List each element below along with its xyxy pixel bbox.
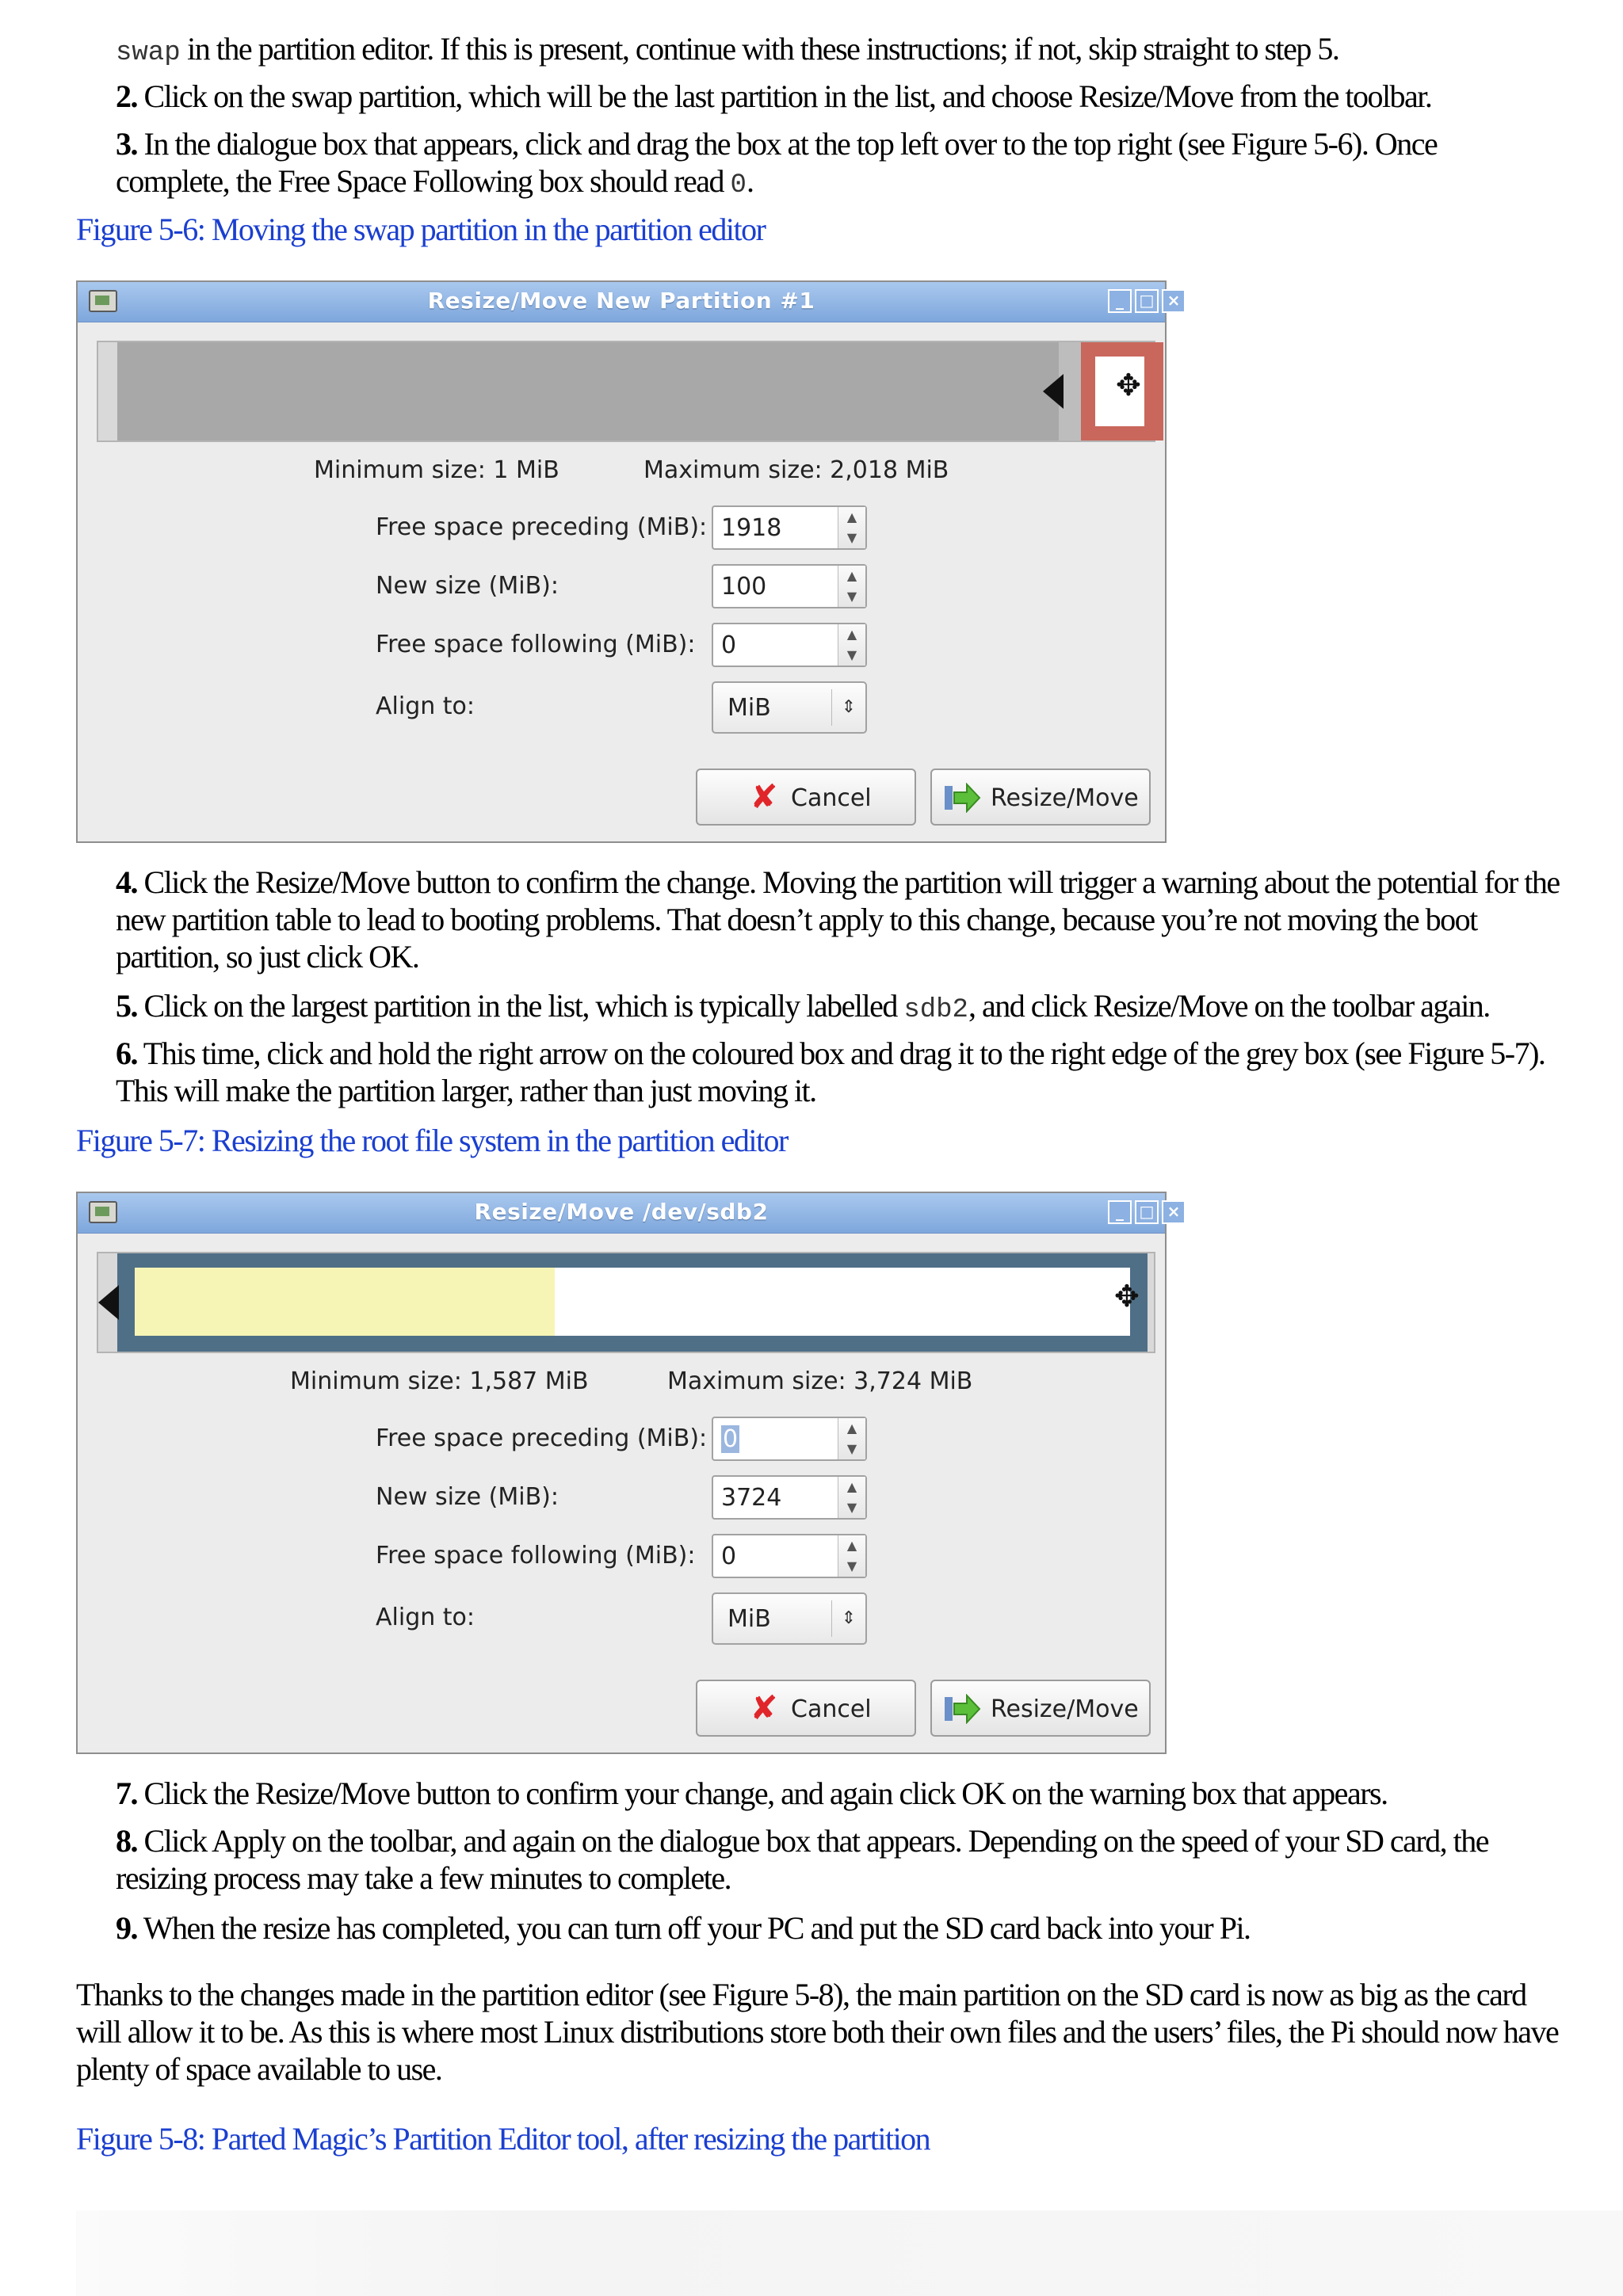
dialog-title: Resize/Move /dev/sdb2 (474, 1199, 769, 1225)
new-size-input[interactable]: 3724 ▲ ▼ (712, 1475, 867, 1520)
new-size-label: New size (MiB): (376, 572, 559, 600)
spin-arrows[interactable]: ▲ ▼ (838, 1477, 865, 1518)
maximize-icon[interactable]: □ (1135, 1200, 1159, 1224)
step-4: 4. Click the Resize/Move button to confirm the change. Moving the partition will trigger a warning about the potential for the new partition table to lead to booting problems. That doesn’t apply to this change, because you’re not moving the boot partition, so just click OK. (116, 864, 1560, 974)
cancel-button[interactable]: ✘ Cancel (696, 769, 916, 826)
move-cursor-icon: ✥ (1114, 1279, 1140, 1314)
code-swap: swap (116, 38, 181, 68)
free-space-following-input[interactable]: 0 ▲ ▼ (712, 1534, 867, 1578)
dialog-titlebar[interactable] (78, 1193, 1181, 1234)
spin-arrows[interactable]: ▲ ▼ (838, 1535, 865, 1577)
step-8: 8. Click Apply on the toolbar, and again on the dialogue box that appears. Depending on the speed of your SD card, the resizing process may take a few minutes to complete. (116, 1823, 1489, 1896)
spin-arrows[interactable]: ▲ ▼ (838, 624, 865, 666)
free-space-following-input[interactable]: 0 ▲ ▼ (712, 623, 867, 667)
spin-arrows[interactable]: ▲ ▼ (838, 566, 865, 607)
minimum-size-label: Minimum size: 1,587 MiB (290, 1367, 589, 1395)
paragraph-step1-end: swap in the partition editor. If this is present, continue with these instructions; if not, skip straight to step 5. (116, 31, 1339, 68)
partition-track (97, 341, 1155, 442)
step-2: 2. Click on the swap partition, which will be the last partition in the list, and choose Resize/Move from the toolbar. (116, 78, 1432, 114)
resize-move-button[interactable]: Resize/Move (930, 769, 1151, 826)
free-space-preceding-input[interactable]: 0 ▲ ▼ (712, 1417, 867, 1461)
resize-move-dialog-1 (76, 280, 1181, 843)
align-to-label: Align to: (376, 1604, 475, 1631)
left-resize-handle[interactable] (98, 1285, 119, 1320)
used-space-area (135, 1268, 555, 1336)
free-space-preceding-label: Free space preceding (MiB): (376, 513, 708, 541)
updown-icon: ⇕ (831, 1600, 865, 1637)
figure-caption-5-6: Figure 5-6: Moving the swap partition in the partition editor (76, 212, 766, 247)
maximum-size-label: Maximum size: 2,018 MiB (643, 456, 949, 484)
new-size-input[interactable]: 100 ▲ ▼ (712, 564, 867, 608)
free-space-preceding-input[interactable]: 1918 ▲ ▼ (712, 505, 867, 550)
updown-icon: ⇕ (831, 689, 865, 726)
minimize-icon[interactable]: _ (1108, 1200, 1132, 1224)
dialog-title: Resize/Move New Partition #1 (427, 288, 815, 314)
unused-space-area (555, 1268, 1130, 1336)
step-7: 7. Click the Resize/Move button to confirm your change, and again click OK on the warning box that appears. (116, 1775, 1388, 1811)
close-icon[interactable]: × (1162, 1200, 1186, 1224)
left-resize-handle[interactable] (1043, 374, 1064, 409)
free-space-preceding-label: Free space preceding (MiB): (376, 1425, 708, 1452)
free-space-following-label: Free space following (MiB): (376, 631, 696, 658)
minimize-icon[interactable]: _ (1108, 289, 1132, 313)
resize-move-button[interactable]: Resize/Move (930, 1680, 1151, 1737)
spin-arrows[interactable]: ▲ ▼ (838, 1418, 865, 1459)
resize-move-dialog-2 (76, 1192, 1181, 1754)
cancel-x-icon: ✘ (750, 777, 778, 816)
step-9: 9. When the resize has completed, you can turn off your PC and put the SD card back into your Pi. (116, 1910, 1251, 1946)
dialog-titlebar[interactable] (78, 282, 1181, 322)
figure-caption-5-7: Figure 5-7: Resizing the root file system in the partition editor (76, 1123, 788, 1158)
resize-arrow-icon (943, 783, 981, 813)
minimum-size-label: Minimum size: 1 MiB (314, 456, 559, 484)
align-to-select[interactable]: MiB ⇕ (712, 1592, 867, 1645)
close-icon[interactable]: × (1162, 289, 1186, 313)
cancel-button[interactable]: ✘ Cancel (696, 1680, 916, 1737)
step-5: 5. Click on the largest partition in the list, which is typically labelled sdb2, and click Resize/Move on the toolbar again. (116, 988, 1490, 1025)
partition-track (97, 1252, 1155, 1353)
step-3: 3. In the dialogue box that appears, click and drag the box at the top left over to the top right (see Figure 5-6). Once complete, the Free Space Following box should read 0. (116, 126, 1438, 200)
cancel-x-icon: ✘ (750, 1688, 778, 1727)
step-6: 6. This time, click and hold the right arrow on the coloured box and drag it to the right edge of the grey box (see Figure 5-7). This will make the partition larger, rather than just moving it. (116, 1035, 1545, 1108)
figure-5-8-placeholder (76, 2210, 1623, 2296)
resize-arrow-icon (943, 1694, 981, 1724)
closing-paragraph: Thanks to the changes made in the partition editor (see Figure 5-8), the main partition on the SD card is now as big as the card will allow it to be. As this is where most Linux distributions store both their own files and the users’ files, the Pi should now have plenty of space available to use. (76, 1977, 1559, 2087)
figure-caption-5-8: Figure 5-8: Parted Magic’s Partition Editor tool, after resizing the partition (76, 2121, 930, 2157)
maximize-icon[interactable]: □ (1135, 289, 1159, 313)
free-space-following-label: Free space following (MiB): (376, 1542, 696, 1569)
new-size-label: New size (MiB): (376, 1483, 559, 1511)
free-space-preceding-area (117, 342, 1059, 441)
partition-box[interactable] (117, 1253, 1148, 1352)
align-to-select[interactable]: MiB ⇕ (712, 681, 867, 734)
maximum-size-label: Maximum size: 3,724 MiB (667, 1367, 973, 1395)
align-to-label: Align to: (376, 692, 475, 720)
move-cursor-icon: ✥ (1116, 368, 1141, 402)
spin-arrows[interactable]: ▲ ▼ (838, 507, 865, 548)
